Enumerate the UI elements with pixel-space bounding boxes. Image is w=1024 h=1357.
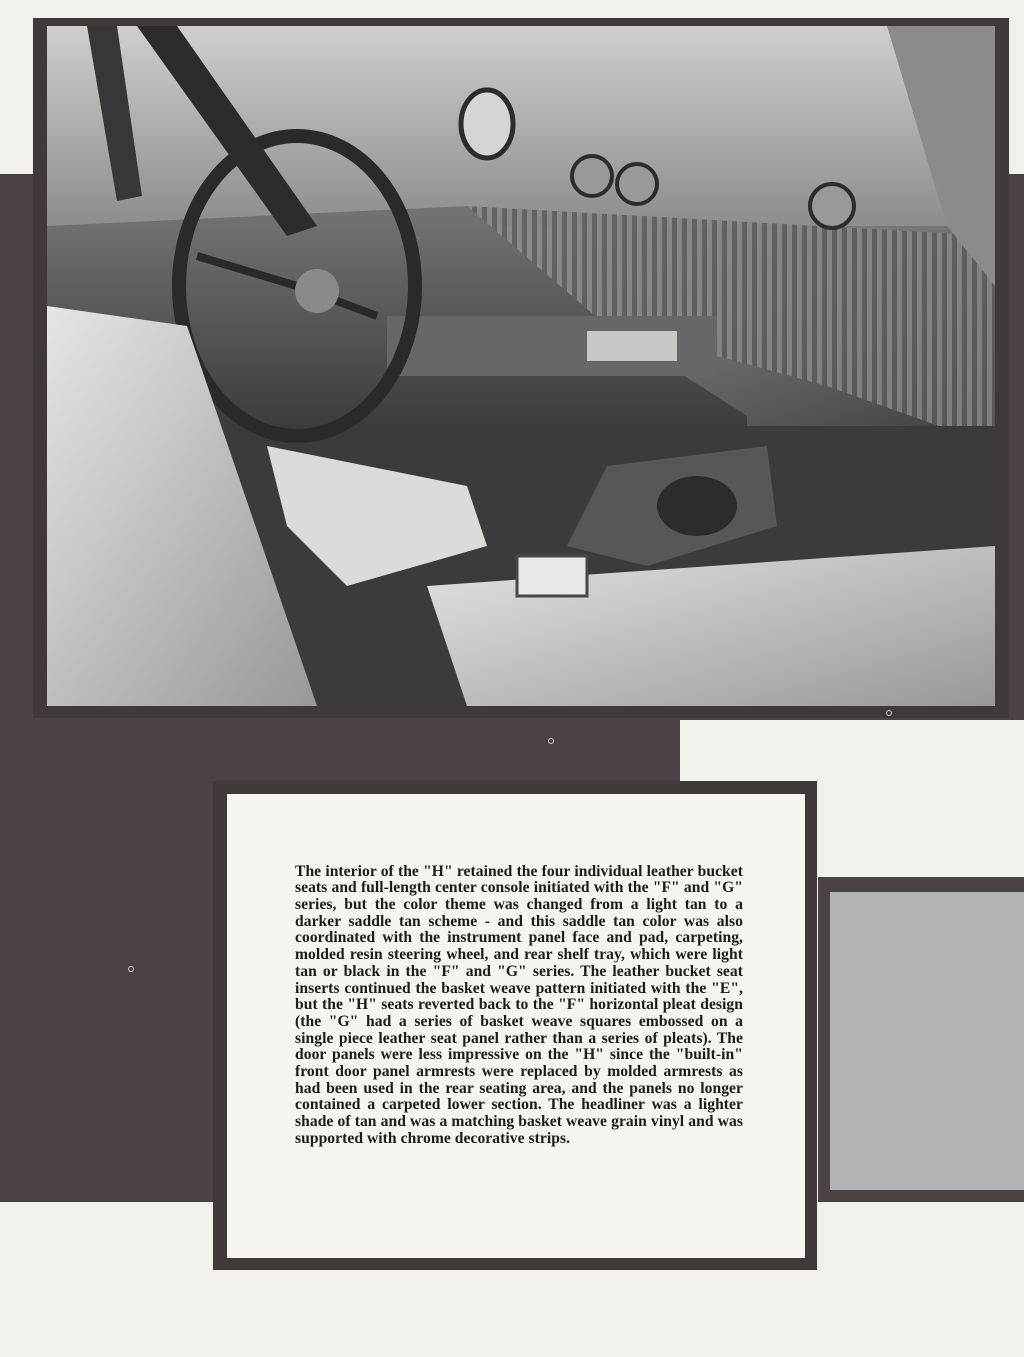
body-paragraph: The interior of the "H" retained the four individual leather bucket seats and full-length center console initiated with the "F" and "G" series, but the color theme was changed from a light tan to a darker saddle tan scheme - and this saddle tan color was also coordinated with the instrument panel face and pad, carpeting, molded resin steering wheel, and rear shelf tray, which were light tan or black in the "F" and "G" series. The leather bucket seat inserts continued the basket weave pattern initiated with the "E", but the "H" seats reverted back to the "F" horizontal pleat design (the "G" had a series of basket weave squares embossed on a single piece leather seat panel rather than a series of pleats). The door panels were less impressive on the "H" since the "built-in" front door panel armrests were replaced by molded armrests as had been used in the rear seating area, and the panels no longer contained a carpeted lower section. The headliner was a lighter shade of tan and was a matching basket weave grain vinyl and was supported with chrome decorative strips. (295, 862, 743, 1147)
interior-photo-illustration (47, 26, 995, 706)
interior-photo (47, 26, 995, 706)
paper-speck (548, 738, 554, 744)
gray-panel (830, 892, 1024, 1190)
paper-speck (128, 966, 134, 972)
paper-speck (886, 710, 892, 716)
